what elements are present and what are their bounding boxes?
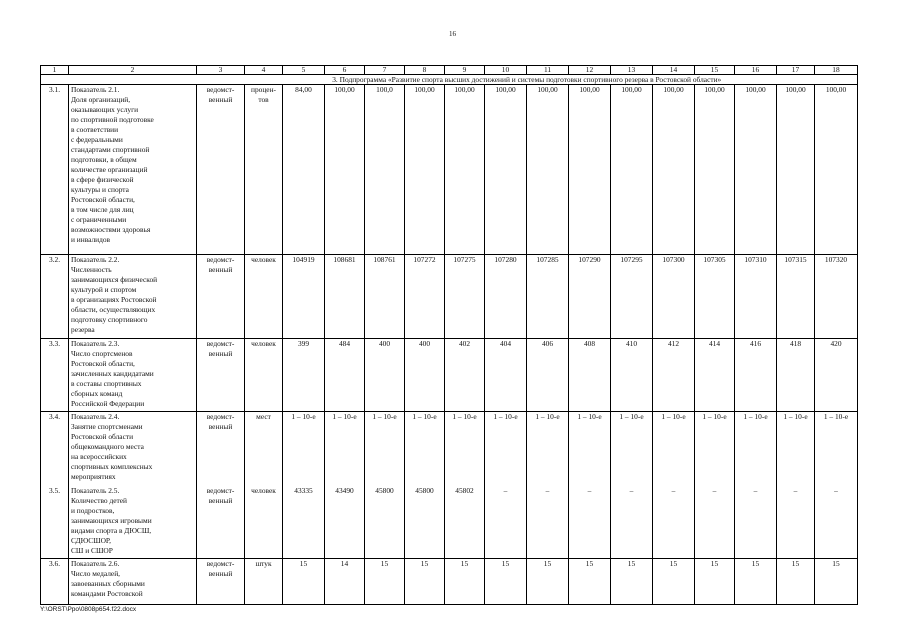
value-cell: 1 – 10-е	[283, 412, 325, 486]
indicator-name-line: Численность	[71, 265, 112, 274]
indicator-name-line: и подростков,	[71, 505, 115, 515]
value-cell: 100,00	[405, 85, 445, 255]
indicator-name-line: Занятие спортсменами	[71, 422, 143, 431]
indicator-name-cell	[69, 85, 197, 255]
value-cell: 15	[569, 559, 611, 605]
value-cell: 1 – 10-е	[777, 412, 815, 486]
value-cell: 1 – 10-е	[653, 412, 695, 486]
column-number: 15	[695, 66, 735, 75]
value-cell: 1 – 10-е	[527, 412, 569, 486]
value-cell: –	[527, 486, 569, 559]
value-cell: 100,00	[485, 85, 527, 255]
value-cell: 100,00	[611, 85, 653, 255]
indicator-type-line: венный	[208, 569, 233, 578]
indicator-type-line: ведомст-	[206, 85, 235, 94]
column-number: 3	[197, 66, 245, 75]
indicator-name-line: Показатель 2.3.	[71, 339, 120, 348]
indicator-type-line: ведомст-	[206, 412, 235, 421]
indicator-name-cell	[69, 412, 197, 486]
row-number: 3.2.	[41, 255, 69, 339]
indicator-type-cell	[197, 559, 245, 605]
indicator-name-line: резерва	[71, 325, 95, 334]
value-cell: 45802	[445, 486, 485, 559]
page-number: 16	[449, 30, 456, 38]
column-number: 2	[69, 66, 197, 75]
indicator-name-line: в соответствии	[71, 125, 119, 134]
indicator-name-line: в составы спортивных	[71, 379, 142, 388]
value-cell: 416	[735, 339, 777, 412]
value-cell: 15	[815, 559, 858, 605]
indicator-name-line: в сфере физической	[71, 175, 134, 184]
indicator-name-line: стандартами спортивной	[71, 145, 150, 154]
unit-cell	[245, 412, 283, 486]
value-cell: –	[695, 486, 735, 559]
value-cell: –	[653, 486, 695, 559]
value-cell: 107272	[405, 255, 445, 339]
indicator-name-line: оказывающих услуги	[71, 105, 139, 114]
section-blank	[69, 75, 197, 85]
indicator-name-line: и инвалидов	[71, 235, 111, 244]
value-cell: 420	[815, 339, 858, 412]
value-cell: –	[815, 486, 858, 559]
column-number: 5	[283, 66, 325, 75]
value-cell: 100,00	[695, 85, 735, 255]
indicator-name-line: культурой и спортом	[71, 285, 137, 294]
indicator-name-line: возможностями здоровья	[71, 225, 151, 234]
unit-cell	[245, 559, 283, 605]
value-cell: 14	[325, 559, 365, 605]
indicator-name-line: Ростовской области,	[71, 195, 135, 204]
indicator-name-line: Доля организаций,	[71, 95, 131, 104]
indicator-name-line: мероприятиях	[71, 472, 116, 481]
value-cell: 100,00	[569, 85, 611, 255]
value-cell: 15	[365, 559, 405, 605]
indicator-type-line: ведомст-	[206, 485, 235, 495]
value-cell: 1 – 10-е	[569, 412, 611, 486]
indicator-name-line: Ростовской области	[71, 432, 134, 441]
unit-cell	[245, 85, 283, 255]
value-cell: –	[611, 486, 653, 559]
column-number: 14	[653, 66, 695, 75]
column-number: 13	[611, 66, 653, 75]
table-row	[41, 412, 858, 486]
value-cell: 400	[365, 339, 405, 412]
value-cell: 1 – 10-е	[695, 412, 735, 486]
value-cell: 100,00	[325, 85, 365, 255]
value-cell: 1 – 10-е	[325, 412, 365, 486]
indicator-type-line: венный	[208, 422, 233, 431]
indicator-name-line: по спортивной подготовке	[71, 115, 154, 124]
table-row	[41, 559, 858, 605]
indicator-name-cell	[69, 559, 197, 605]
indicator-name-line: видами спорта в ДЮСШ,	[71, 525, 152, 535]
indicator-name-line: подготовки, в общем	[71, 155, 137, 164]
value-cell: 100,00	[445, 85, 485, 255]
indicator-name-line: количестве организаций	[71, 165, 148, 174]
column-number: 1	[41, 66, 69, 75]
indicator-name-line: сборных команд	[71, 389, 123, 398]
column-number: 11	[527, 66, 569, 75]
column-number: 7	[365, 66, 405, 75]
indicator-name-line: Число спортсменов	[71, 349, 133, 358]
indicator-name-line: с ограниченными	[71, 215, 127, 224]
value-cell: 15	[485, 559, 527, 605]
indicator-name-line: занимающихся физической	[71, 275, 158, 284]
value-cell: 15	[283, 559, 325, 605]
indicator-type-cell	[197, 412, 245, 486]
value-cell: 107300	[653, 255, 695, 339]
column-number: 18	[815, 66, 858, 75]
indicator-name-line: зачисленных кандидатами	[71, 369, 154, 378]
row-number: 3.1.	[41, 85, 69, 255]
value-cell: 1 – 10-е	[485, 412, 527, 486]
value-cell: 414	[695, 339, 735, 412]
value-cell: –	[777, 486, 815, 559]
value-cell: 15	[405, 559, 445, 605]
value-cell: 43335	[283, 486, 325, 559]
column-number: 4	[245, 66, 283, 75]
indicator-name-line: в организациях Ростовской	[71, 295, 157, 304]
value-cell: –	[735, 486, 777, 559]
value-cell: 412	[653, 339, 695, 412]
table-row	[41, 255, 858, 339]
unit-line: штук	[255, 559, 272, 568]
value-cell: 43490	[325, 486, 365, 559]
indicator-name-line: на всероссийских	[71, 452, 127, 461]
section-blank	[41, 75, 69, 85]
value-cell: 108681	[325, 255, 365, 339]
value-cell: 406	[527, 339, 569, 412]
value-cell: 107320	[815, 255, 858, 339]
row-number: 3.5.	[41, 486, 69, 559]
row-number: 3.4.	[41, 412, 69, 486]
indicator-type-line: венный	[208, 95, 233, 104]
value-cell: 107280	[485, 255, 527, 339]
indicator-type-line: венный	[208, 265, 233, 274]
column-number: 6	[325, 66, 365, 75]
value-cell: 107310	[735, 255, 777, 339]
indicator-type-line: ведомст-	[206, 559, 235, 568]
indicator-type-line: венный	[208, 495, 233, 505]
value-cell: 100,00	[735, 85, 777, 255]
indicator-type-cell	[197, 255, 245, 339]
column-number-row	[41, 66, 858, 75]
file-path-footer: Y:\ORST\Ppo\0808p654.f22.docx	[40, 606, 137, 613]
row-number: 3.6.	[41, 559, 69, 605]
value-cell: 1 – 10-е	[405, 412, 445, 486]
indicator-name-line: СДЮСШОР,	[71, 535, 111, 545]
value-cell: 484	[325, 339, 365, 412]
value-cell: 15	[527, 559, 569, 605]
unit-line: тов	[258, 95, 269, 104]
indicator-name-line: в том числе для лиц	[71, 205, 134, 214]
value-cell: 84,00	[283, 85, 325, 255]
indicator-name-line: завоеванных сборными	[71, 579, 145, 588]
value-cell: 408	[569, 339, 611, 412]
indicator-name-line: СШ и СШОР	[71, 545, 113, 555]
value-cell: –	[485, 486, 527, 559]
unit-line: мест	[256, 412, 271, 421]
indicator-name-line: Ростовской области,	[71, 359, 135, 368]
indicator-name-line: занимающихся игровыми	[71, 515, 152, 525]
value-cell: 418	[777, 339, 815, 412]
value-cell: 1 – 10-е	[815, 412, 858, 486]
indicator-name-line: Российской Федерации	[71, 399, 145, 408]
value-cell: 108761	[365, 255, 405, 339]
value-cell: 107290	[569, 255, 611, 339]
unit-line: человек	[251, 255, 276, 264]
unit-line: человек	[251, 485, 276, 495]
indicator-name-cell	[69, 486, 197, 559]
column-number: 8	[405, 66, 445, 75]
unit-cell	[245, 339, 283, 412]
value-cell: 100,0	[365, 85, 405, 255]
row-number: 3.3.	[41, 339, 69, 412]
value-cell: 15	[611, 559, 653, 605]
value-cell: 100,00	[777, 85, 815, 255]
value-cell: 107275	[445, 255, 485, 339]
value-cell: 104919	[283, 255, 325, 339]
value-cell: 45800	[405, 486, 445, 559]
indicator-name-line: командами Ростовской	[71, 589, 143, 598]
indicator-type-line: ведомст-	[206, 339, 235, 348]
value-cell: –	[569, 486, 611, 559]
indicator-type-cell	[197, 486, 245, 559]
unit-line: человек	[251, 339, 276, 348]
section-title: 3. Подпрограмма «Развитие спорта высших достижений и системы подготовки спортивного резерва в Ростовской области»	[197, 75, 858, 85]
indicator-name-line: области, осуществляющих	[71, 305, 156, 314]
indicator-name-line: спортивных комплексных	[71, 462, 153, 471]
indicator-type-line: ведомст-	[206, 255, 235, 264]
column-number: 17	[777, 66, 815, 75]
value-cell: 15	[695, 559, 735, 605]
indicator-type-cell	[197, 339, 245, 412]
value-cell: 410	[611, 339, 653, 412]
indicator-name-cell	[69, 255, 197, 339]
table-row	[41, 339, 858, 412]
indicator-name-line: общекомандного места	[71, 442, 144, 451]
unit-cell	[245, 486, 283, 559]
value-cell: 15	[653, 559, 695, 605]
indicator-name-line: с федеральными	[71, 135, 123, 144]
value-cell: 100,00	[653, 85, 695, 255]
table-row	[41, 85, 858, 255]
indicator-name-line: Показатель 2.1.	[71, 85, 120, 94]
indicator-name-line: Количество детей	[71, 495, 127, 505]
indicator-name-line: Показатель 2.6.	[71, 559, 120, 568]
value-cell: 45800	[365, 486, 405, 559]
value-cell: 1 – 10-е	[735, 412, 777, 486]
column-number: 12	[569, 66, 611, 75]
indicator-name-line: культуры и спорта	[71, 185, 129, 194]
indicator-name-line: подготовку спортивного	[71, 315, 148, 324]
value-cell: 107285	[527, 255, 569, 339]
indicator-name-line: Показатель 2.5.	[71, 485, 120, 495]
value-cell: 15	[445, 559, 485, 605]
value-cell: 1 – 10-е	[445, 412, 485, 486]
indicators-table	[40, 65, 858, 605]
indicator-type-line: венный	[208, 349, 233, 358]
value-cell: 15	[777, 559, 815, 605]
value-cell: 107305	[695, 255, 735, 339]
value-cell: 402	[445, 339, 485, 412]
unit-line: процен-	[251, 85, 276, 94]
unit-cell	[245, 255, 283, 339]
column-number: 16	[735, 66, 777, 75]
value-cell: 400	[405, 339, 445, 412]
indicator-name-line: Число медалей,	[71, 569, 121, 578]
value-cell: 1 – 10-е	[365, 412, 405, 486]
value-cell: 100,00	[527, 85, 569, 255]
value-cell: 399	[283, 339, 325, 412]
value-cell: 1 – 10-е	[611, 412, 653, 486]
value-cell: 107295	[611, 255, 653, 339]
indicator-name-line: Показатель 2.2.	[71, 255, 120, 264]
column-number: 10	[485, 66, 527, 75]
indicator-type-cell	[197, 85, 245, 255]
column-number: 9	[445, 66, 485, 75]
indicator-name-cell	[69, 339, 197, 412]
table-row	[41, 486, 858, 559]
value-cell: 107315	[777, 255, 815, 339]
value-cell: 404	[485, 339, 527, 412]
value-cell: 100,00	[815, 85, 858, 255]
section-title-row	[41, 75, 858, 85]
value-cell: 15	[735, 559, 777, 605]
indicator-name-line: Показатель 2.4.	[71, 412, 120, 421]
